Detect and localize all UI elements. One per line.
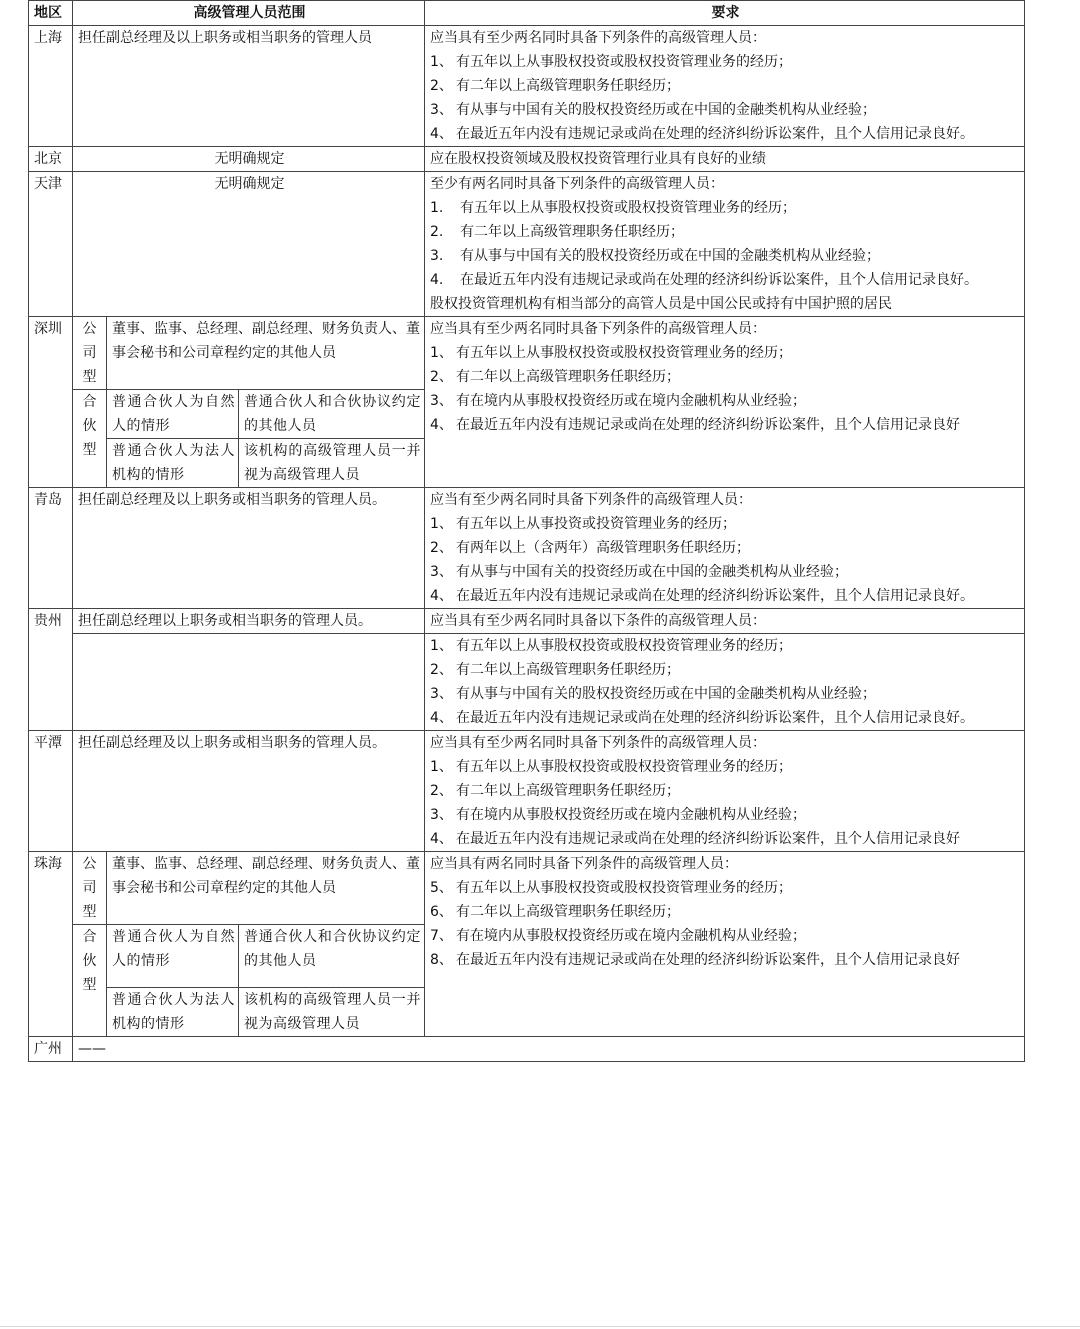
table-row-guizhou-items: [29, 634, 1025, 731]
partner-legal-cell: 普通合伙人为法人机构的情形: [107, 988, 239, 1037]
company-scope-cell: 董事、监事、总经理、副总经理、财务负责人、董事会秘书和公司章程约定的其他人员: [107, 852, 425, 925]
scope-empty-cell: [73, 634, 425, 731]
list-item: 1、 有五年以上从事投资或投资管理业务的经历；: [430, 516, 737, 532]
list-item: 4、 在最近五年内没有违规记录或尚在处理的经济纠纷诉讼案件，且个人信用记录良好: [430, 417, 961, 433]
scope-cell: 担任副总经理以上职务或相当职务的管理人员。: [73, 609, 425, 634]
scope-cell: 无明确规定: [73, 172, 425, 317]
requirement-intro: 应当具有两名同时具备下列条件的高级管理人员：: [430, 856, 739, 872]
company-type-label: 公 司 型: [73, 852, 107, 925]
partner-type-label: 合 伙 型: [73, 925, 107, 1037]
list-item: 2、 有二年以上高级管理职务任职经历；: [430, 783, 681, 799]
table-row-shenzhen: [29, 317, 1025, 390]
requirement-cell: [425, 317, 1025, 488]
requirement-cell: [425, 488, 1025, 609]
table-row-zhuhai: [29, 852, 1025, 925]
scope-cell: 担任副总经理及以上职务或相当职务的管理人员。: [73, 731, 425, 852]
header-scope: 高级管理人员范围: [73, 1, 425, 26]
list-item: 1、 有五年以上从事股权投资或股权投资管理业务的经历；: [430, 759, 793, 775]
list-item: 2、 有两年以上（含两年）高级管理职务任职经历；: [430, 540, 751, 556]
list-item: 2、 有二年以上高级管理职务任职经历；: [430, 369, 681, 385]
company-type-label: 公 司 型: [73, 317, 107, 390]
table-row-guizhou: [29, 609, 1025, 634]
list-item: 1、 有五年以上从事股权投资或股权投资管理业务的经历；: [430, 638, 793, 654]
requirement-cell: [425, 26, 1025, 147]
table-row-shanghai: [29, 26, 1025, 147]
table-row-beijing: [29, 147, 1025, 172]
scope-cell: 无明确规定: [73, 147, 425, 172]
header-region: 地区: [29, 1, 73, 26]
list-item: 3、 有在境内从事股权投资经历或在境内金融机构从业经验；: [430, 393, 807, 409]
requirement-intro-cell: 应当具有至少两名同时具备以下条件的高级管理人员：: [425, 609, 1025, 634]
partner-natural-cell: 普通合伙人为自然人的情形: [107, 925, 239, 988]
list-item: 4、 在最近五年内没有违规记录或尚在处理的经济纠纷诉讼案件，且个人信用记录良好。: [430, 126, 975, 142]
company-scope-cell: 董事、监事、总经理、副总经理、财务负责人、董事会秘书和公司章程约定的其他人员: [107, 317, 425, 390]
table-row-tianjin: [29, 172, 1025, 317]
list-item: 7、 有在境内从事股权投资经历或在境内金融机构从业经验；: [430, 928, 807, 944]
header-requirement: 要求: [425, 1, 1025, 26]
list-item: 4、 在最近五年内没有违规记录或尚在处理的经济纠纷诉讼案件，且个人信用记录良好。: [430, 588, 975, 604]
requirement-extra: 股权投资管理机构有相当部分的高管人员是中国公民或持有中国护照的居民: [430, 296, 893, 312]
list-item: 4. 在最近五年内没有违规记录或尚在处理的经济纠纷诉讼案件，且个人信用记录良好。: [430, 272, 979, 288]
requirement-cell: [425, 634, 1025, 731]
region-cell: 青岛: [29, 488, 73, 609]
requirement-intro: 应当具有至少两名同时具备下列条件的高级管理人员：: [430, 321, 767, 337]
scope-cell: 担任副总经理及以上职务或相当职务的管理人员: [73, 26, 425, 147]
requirement-cell: [425, 852, 1025, 1037]
requirement-intro: 至少有两名同时具备下列条件的高级管理人员：: [430, 176, 725, 192]
partner-type-label: 合 伙 型: [73, 390, 107, 488]
requirement-cell: [425, 731, 1025, 852]
partner-legal-scope-cell: 该机构的高级管理人员一并视为高级管理人员: [239, 988, 425, 1037]
table-row-qingdao: [29, 488, 1025, 609]
requirement-intro: 应当有至少两名同时具备下列条件的高级管理人员：: [430, 492, 753, 508]
table-row-guangzhou: [29, 1037, 1025, 1062]
region-cell: 广州: [29, 1037, 73, 1062]
list-item: 2. 有二年以上高级管理职务任职经历；: [430, 224, 685, 240]
region-cell: 平潭: [29, 731, 73, 852]
partner-legal-cell: 普通合伙人为法人机构的情形: [107, 439, 239, 488]
regulation-table: [28, 0, 1025, 1062]
table-header-row: [29, 1, 1025, 26]
requirement-intro: 应当具有至少两名同时具备下列条件的高级管理人员：: [430, 735, 767, 751]
region-cell: 天津: [29, 172, 73, 317]
region-cell: 深圳: [29, 317, 73, 488]
partner-natural-cell: 普通合伙人为自然人的情形: [107, 390, 239, 439]
partner-natural-scope-cell: 普通合伙人和合伙协议约定的其他人员: [239, 390, 425, 439]
list-item: 2、 有二年以上高级管理职务任职经历；: [430, 662, 681, 678]
list-item: 6、 有二年以上高级管理职务任职经历；: [430, 904, 681, 920]
list-item: 1、 有五年以上从事股权投资或股权投资管理业务的经历；: [430, 54, 793, 70]
table-row-pingtan: [29, 731, 1025, 852]
partner-legal-scope-cell: 该机构的高级管理人员一并视为高级管理人员: [239, 439, 425, 488]
scope-cell: ——: [73, 1037, 1025, 1062]
region-cell: 上海: [29, 26, 73, 147]
list-item: 3、 有从事与中国有关的股权投资经历或在中国的金融类机构从业经验；: [430, 102, 877, 118]
list-item: 3、 有在境内从事股权投资经历或在境内金融机构从业经验；: [430, 807, 807, 823]
region-cell: 珠海: [29, 852, 73, 1037]
partner-natural-scope-cell: 普通合伙人和合伙协议约定的其他人员: [239, 925, 425, 988]
list-item: 5、 有五年以上从事股权投资或股权投资管理业务的经历；: [430, 880, 793, 896]
region-cell: 北京: [29, 147, 73, 172]
list-item: 4、 在最近五年内没有违规记录或尚在处理的经济纠纷诉讼案件，且个人信用记录良好: [430, 831, 961, 847]
list-item: 4、 在最近五年内没有违规记录或尚在处理的经济纠纷诉讼案件，且个人信用记录良好。: [430, 710, 975, 726]
list-item: 3、 有从事与中国有关的股权投资经历或在中国的金融类机构从业经验；: [430, 686, 877, 702]
list-item: 1. 有五年以上从事股权投资或股权投资管理业务的经历；: [430, 200, 797, 216]
region-cell: 贵州: [29, 609, 73, 731]
list-item: 2、 有二年以上高级管理职务任职经历；: [430, 78, 681, 94]
list-item: 8、 在最近五年内没有违规记录或尚在处理的经济纠纷诉讼案件，且个人信用记录良好: [430, 952, 961, 968]
list-item: 3、 有从事与中国有关的投资经历或在中国的金融类机构从业经验；: [430, 564, 849, 580]
requirement-intro: 应当具有至少两名同时具备下列条件的高级管理人员：: [430, 30, 767, 46]
list-item: 3. 有从事与中国有关的股权投资经历或在中国的金融类机构从业经验；: [430, 248, 881, 264]
requirement-cell: 应在股权投资领域及股权投资管理行业具有良好的业绩: [425, 147, 1025, 172]
requirement-cell: [425, 172, 1025, 317]
scope-cell: 担任副总经理及以上职务或相当职务的管理人员。: [73, 488, 425, 609]
list-item: 1、 有五年以上从事股权投资或股权投资管理业务的经历；: [430, 345, 793, 361]
page-divider: [0, 1326, 1080, 1327]
